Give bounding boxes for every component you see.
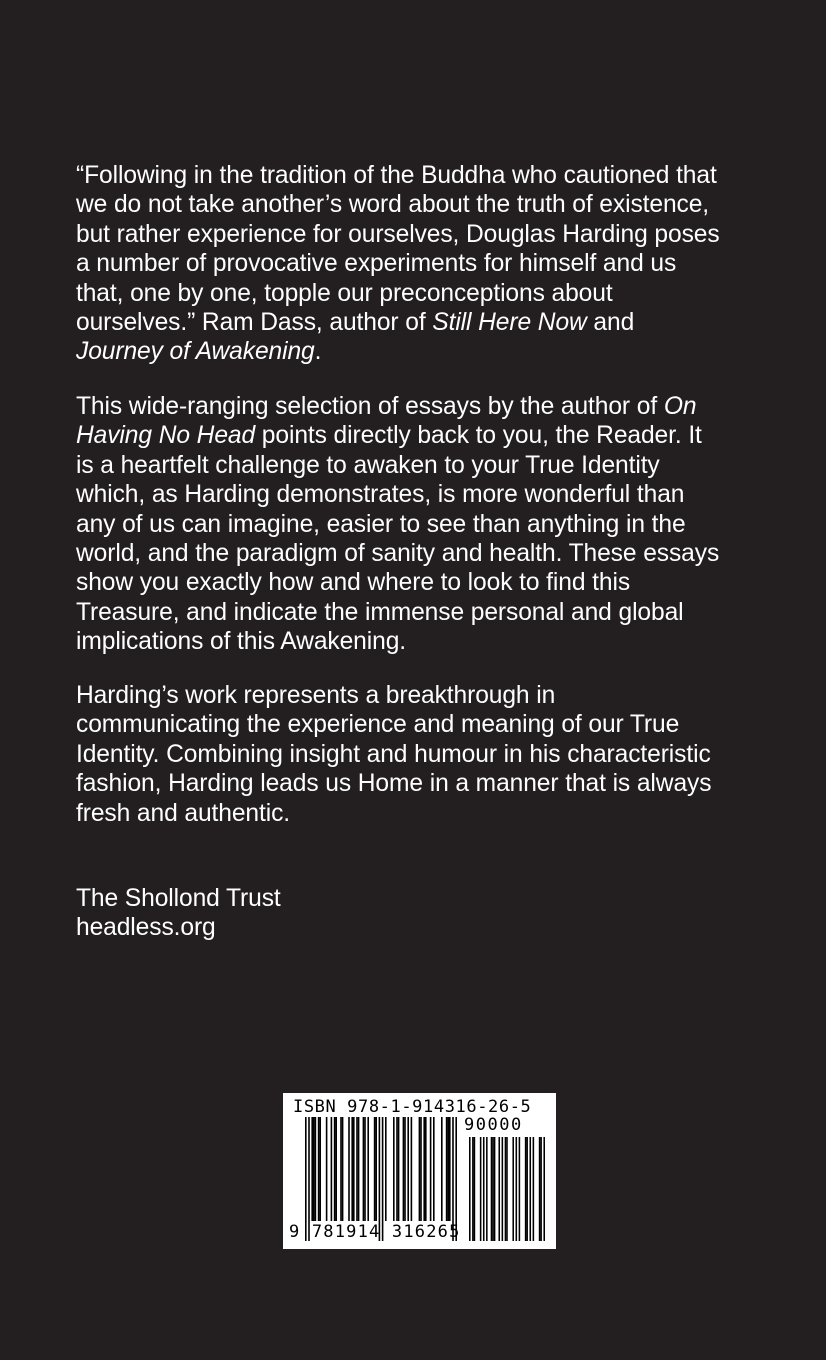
barcode-bar <box>358 1117 360 1221</box>
description-text: This wide-ranging selection of essays by the author of <box>76 393 664 420</box>
barcode-bar <box>420 1117 422 1221</box>
barcode-bar <box>351 1117 353 1221</box>
isbn-barcode <box>283 1093 556 1249</box>
barcode-bar <box>319 1117 321 1221</box>
paragraph-line: communicating the experience and meaning of our True <box>76 711 680 739</box>
publisher-name: The Shollond Trust <box>76 885 281 912</box>
addon-bar <box>491 1137 493 1241</box>
addon-bar <box>472 1137 474 1241</box>
book-title-journey-of-awakening: Journey of Awakening <box>76 338 315 366</box>
addon-bar <box>480 1137 482 1241</box>
addon-bar <box>525 1137 527 1241</box>
addon-bar <box>519 1137 521 1241</box>
attribution-conjunction: and <box>586 309 635 337</box>
barcode-bar <box>407 1117 409 1221</box>
addon-bar <box>494 1137 496 1241</box>
barcode-bar <box>419 1117 421 1221</box>
description-line: is a heartfelt challenge to awaken to your True Identity <box>76 451 660 479</box>
book-title-on-having-no-head: Having No Head <box>76 422 256 450</box>
endorsement-quote <box>76 161 776 367</box>
barcode-bar <box>447 1117 449 1221</box>
quote-attribution-line <box>76 337 776 366</box>
publisher-block <box>76 884 776 943</box>
harding-work-paragraph <box>76 681 776 828</box>
barcode-bar <box>311 1117 313 1221</box>
barcode-bar <box>404 1117 406 1221</box>
addon-bar <box>529 1137 531 1241</box>
barcode-bar <box>340 1117 342 1221</box>
addon-bar <box>543 1137 545 1241</box>
addon-bar <box>469 1137 471 1241</box>
barcode-bar <box>318 1117 320 1221</box>
book-description <box>76 392 776 657</box>
description-line: implications of this Awakening. <box>76 628 407 656</box>
quote-line: we do not take another’s word about the truth of existence, <box>76 191 710 219</box>
description-line: which, as Harding demonstrates, is more wonderful than <box>76 481 685 509</box>
barcode-bar <box>403 1117 405 1221</box>
attribution-period: . <box>314 338 322 366</box>
addon-bar <box>516 1137 518 1241</box>
addon-bar <box>526 1137 528 1241</box>
barcode-bar <box>374 1117 376 1221</box>
quote-line: that, one by one, topple our preconceptions about <box>76 279 613 307</box>
barcode-bar <box>441 1117 443 1221</box>
attribution-text: ourselves.” Ram Dass, author of <box>76 309 433 337</box>
description-line: world, and the paradigm of sanity and health. These essays <box>76 540 720 568</box>
description-text: points directly back to you, the Reader. It <box>255 422 702 450</box>
barcode-bar <box>396 1117 398 1221</box>
barcode-bar <box>353 1117 355 1221</box>
barcode-bar <box>375 1117 377 1221</box>
paragraph-line: fashion, Harding leads us Home in a manner that is always <box>76 770 712 798</box>
barcode-bar <box>356 1117 358 1221</box>
barcode-bar <box>393 1117 395 1221</box>
quote-attribution-line <box>76 308 776 337</box>
barcode-bar <box>423 1117 425 1221</box>
addon-bar <box>540 1137 542 1241</box>
barcode-bar <box>331 1117 333 1221</box>
book-title-on-having-no-head: On <box>663 393 697 420</box>
addon-bar <box>506 1137 508 1241</box>
price-code: 90000 <box>464 1115 523 1135</box>
barcode-bar <box>326 1117 328 1221</box>
barcode-bar <box>433 1117 435 1221</box>
quote-line: but rather experience for ourselves, Douglas Harding poses <box>76 220 720 248</box>
paragraph-line: fresh and authentic. <box>76 799 291 827</box>
addon-bar <box>512 1137 514 1241</box>
addon-bar <box>539 1137 541 1241</box>
barcode-bar <box>411 1117 413 1221</box>
publisher-website: headless.org <box>76 914 216 942</box>
barcode-bar <box>334 1117 336 1221</box>
barcode-bar <box>367 1117 369 1221</box>
book-title-still-here-now: Still Here Now <box>432 309 587 337</box>
quote-line: a number of provocative experiments for himself and us <box>76 250 677 278</box>
description-line: any of us can imagine, easier to see than anything in the <box>76 510 686 538</box>
description-line: Treasure, and indicate the immense personal and global <box>76 598 684 626</box>
addon-bar <box>533 1137 535 1241</box>
barcode-bar <box>449 1117 451 1221</box>
quote-line: “Following in the tradition of the Buddha who cautioned that <box>76 162 717 189</box>
addon-bar <box>474 1137 476 1241</box>
barcode-bar <box>430 1117 432 1221</box>
barcode-bar <box>363 1117 365 1221</box>
paragraph-line: Identity. Combining insight and humour in his characteristic <box>76 740 711 768</box>
addon-bar <box>483 1137 485 1241</box>
barcode-bar <box>364 1117 366 1221</box>
addon-bar <box>498 1137 500 1241</box>
ean-digits: 9 781914 316265 <box>289 1222 461 1242</box>
barcode-bar <box>398 1117 400 1221</box>
barcode-bar <box>335 1117 337 1221</box>
addon-bar <box>505 1137 507 1241</box>
barcode-bar <box>313 1117 315 1221</box>
addon-bar <box>492 1137 494 1241</box>
description-line: show you exactly how and where to look to find this <box>76 569 631 597</box>
paragraph-line: Harding’s work represents a breakthrough in <box>76 682 556 709</box>
barcode-bar <box>348 1117 350 1221</box>
isbn-label: ISBN 978-1-914316-26-5 <box>293 1097 532 1117</box>
description-line <box>76 392 776 421</box>
addon-bar <box>502 1137 504 1241</box>
description-line <box>76 421 776 450</box>
barcode-bar <box>446 1117 448 1221</box>
barcode-bar <box>385 1117 387 1221</box>
barcode-bar <box>315 1117 317 1221</box>
addon-bar <box>486 1137 488 1241</box>
barcode-bar <box>425 1117 427 1221</box>
barcode-bar <box>342 1117 344 1221</box>
